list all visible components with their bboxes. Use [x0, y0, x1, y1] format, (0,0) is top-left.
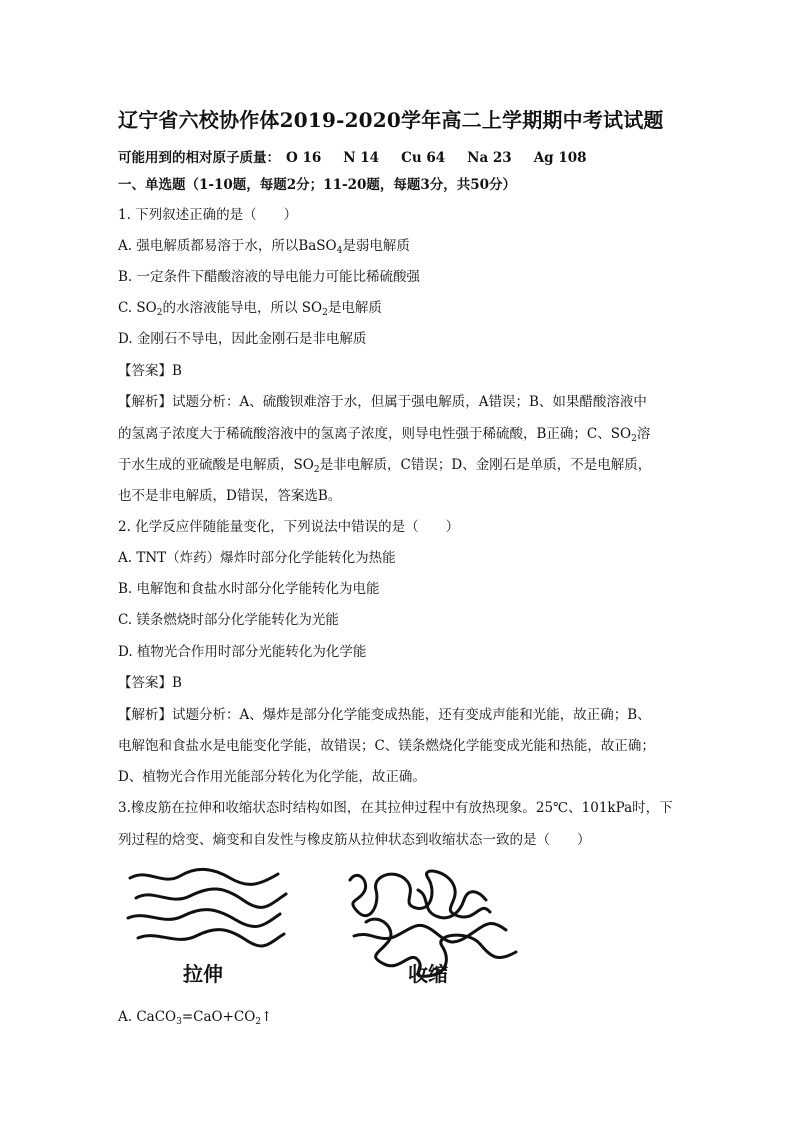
q1-explanation-4: 也不是非电解质，D错误，答案选B。	[118, 488, 342, 504]
q2-option-d: D. 植物光合作用时部分光能转化为化学能	[118, 644, 367, 660]
q2-explanation-3: D、植物光合作用光能部分转化为化学能，故正确。	[118, 769, 426, 785]
q2-option-b: B. 电解饱和食盐水时部分化学能转化为电能	[118, 581, 380, 597]
stretched-chains	[128, 869, 286, 946]
mass-n: N 14	[343, 150, 380, 166]
rubber-band-figure	[118, 860, 538, 990]
q2-option-c: C. 镁条燃烧时部分化学能转化为光能	[118, 612, 339, 628]
q1-explanation-3: 于水生成的亚硫酸是电解质，$SO_2$是非电解质，C错误；D、金刚石是单质，不是电解质，	[118, 457, 652, 475]
q1-answer: 【答案】B	[118, 363, 182, 379]
page-title: 辽宁省六校协作体2019-2020学年高二上学期期中考试试题	[118, 108, 664, 132]
label-stretch: 拉伸	[183, 962, 223, 986]
q1-option-d: D. 金刚石不导电，因此金刚石是非电解质	[118, 331, 367, 347]
stretched-chain	[136, 889, 286, 907]
q2-explanation-2: 电解饱和食盐水是电能变化学能，故错误；C、镁条燃烧化学能变成光能和热能，故正确；	[118, 738, 655, 754]
atomic-masses-label: 可能用到的相对原子质量：	[118, 150, 280, 166]
atomic-masses	[118, 146, 609, 166]
q1-stem: 1. 下列叙述正确的是（ ）	[118, 207, 298, 223]
q1-option-b: B. 一定条件下醋酸溶液的导电能力可能比稀硫酸强	[118, 269, 421, 285]
q2-option-a: A. TNT（炸药）爆炸时部分化学能转化为热能	[118, 550, 396, 566]
mass-na: Na 23	[467, 150, 512, 166]
contracted-chain	[354, 923, 506, 942]
rubber-band-diagram	[118, 860, 538, 990]
stretched-chain	[138, 930, 284, 946]
q1-option-c: C. $SO_2$的水溶液能导电，所以 $SO_2$是电解质	[118, 300, 382, 318]
q2-answer: 【答案】B	[118, 675, 182, 691]
stretched-chain	[128, 910, 280, 927]
mass-o: O 16	[286, 150, 322, 166]
q3-stem-2: 列过程的焓变、熵变和自发性与橡皮筋从拉伸状态到收缩状态一致的是（ ）	[118, 832, 591, 848]
q1-option-a: A. 强电解质都易溶于水，所以BaSO$_4$是弱电解质	[118, 238, 410, 256]
q2-explanation-1: 【解析】试题分析：A、爆炸是部分化学能变成热能，还有变成声能和光能，故正确；B、	[118, 707, 651, 723]
q2-stem: 2. 化学反应伴随能量变化，下列说法中错误的是（ ）	[118, 519, 460, 535]
stretched-chain	[130, 869, 278, 884]
mass-cu: Cu 64	[401, 150, 446, 166]
label-shrink: 收缩	[408, 962, 448, 986]
mass-ag: Ag 108	[533, 150, 587, 166]
q3-stem-1: 3.橡皮筋在拉伸和收缩状态时结构如图，在其拉伸过程中有放热现象。25℃、101kPa时，下	[118, 800, 673, 816]
q1-explanation-2: 的氢离子浓度大于稀硫酸溶液中的氢离子浓度，则导电性强于稀硫酸，B正确；C、$SO_2$溶	[118, 426, 651, 444]
q3-option-a: A. $CaCO_3=CaO+CO_2↑$	[118, 1009, 273, 1027]
q1-explanation-1: 【解析】试题分析：A、硫酸钡难溶于水，但属于强电解质，A错误；B、如果醋酸溶液中	[118, 394, 647, 410]
section-heading: 一、单选题（1-10题，每题2分；11-20题，每题3分，共50分）	[118, 177, 517, 193]
